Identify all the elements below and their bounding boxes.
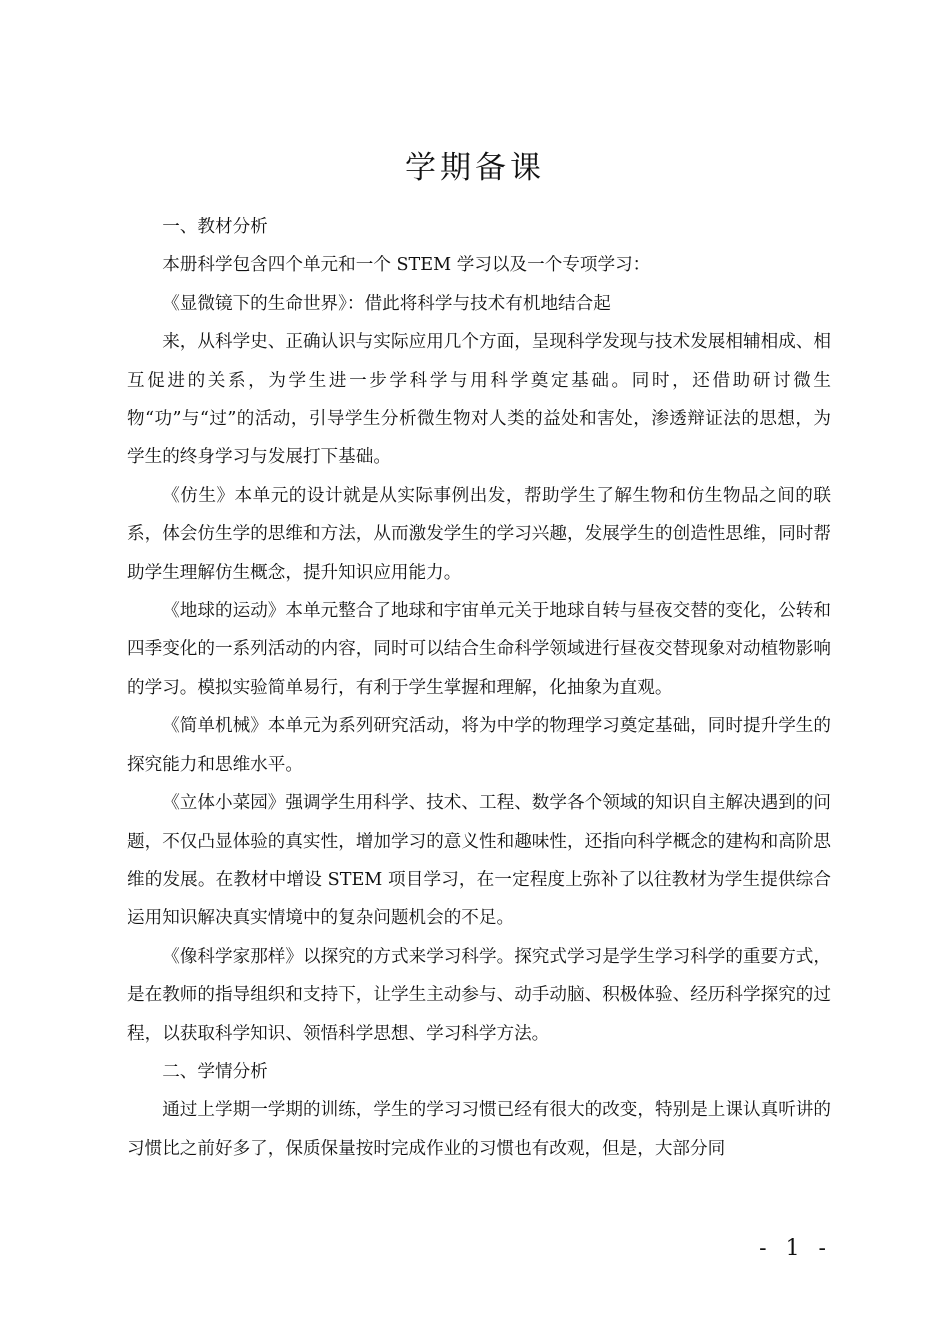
paragraph-microscope-unit-continued: 来，从科学史、正确认识与实际应用几个方面，呈现科学发现与技术发展相辅相成、相互促进的关系，为学生进一步学科学与用科学奠定基础。同时，还借助研讨微生物“功”与“过”的活动，引导学生分析微生物对人类的益处和害处，渗透辩证法的思想，为学生的终身学习与发展打下基础。 (127, 332, 831, 468)
section-heading-student-analysis: 二、学情分析 (162, 1061, 268, 1082)
paragraph-vegetable-garden-stem: 《立体小菜园》强调学生用科学、技术、工程、数学各个领域的知识自主解决遇到的问题，不仅凸显体验的真实性，增加学习的意义性和趣味性，还指向科学概念的建构和高阶思维的发展。在教材中增设 STEM 项目学习，在一定程度上弥补了以往教材为学生提供综合运用知识解决真实情境中的复杂问题机会的不足。 (127, 793, 831, 929)
paragraph-microscope-unit: 《显微镜下的生命世界》：借此将科学与技术有机地结合起 (162, 293, 611, 314)
paragraph-earth-motion-unit: 《地球的运动》本单元整合了地球和宇宙单元关于地球自转与昼夜交替的变化，公转和四季变化的一系列活动的内容，同时可以结合生命科学领域进行昼夜交替现象对动植物影响的学习。模拟实验简单易行，有利于学生掌握和理解，化抽象为直观。 (127, 601, 831, 698)
paragraph-like-scientists: 《像科学家那样》以探究的方式来学习科学。探究式学习是学生学习科学的重要方式，是在教师的指导组织和支持下，让学生主动参与、动手动脑、积极体验、经历科学探究的过程，以获取科学知识、领悟科学思想、学习科学方法。 (127, 946, 831, 1044)
paragraph-intro: 本册科学包含四个单元和一个 STEM 学习以及一个专项学习： (162, 255, 651, 276)
paragraph-student-analysis: 通过上学期一学期的训练，学生的学习习惯已经有很大的改变，特别是上课认真听讲的习惯比之前好多了，保质保量按时完成作业的习惯也有改观，但是，大部分同 (127, 1100, 831, 1159)
paragraph-bionics-unit: 《仿生》本单元的设计就是从实际事例出发，帮助学生了解生物和仿生物品之间的联系，体会仿生学的思维和方法，从而激发学生的学习兴趣，发展学生的创造性思维，同时帮助学生理解仿生概念，提升知识应用能力。 (127, 485, 831, 583)
body-text (127, 208, 831, 1168)
section-heading-textbook-analysis: 一、教材分析 (162, 217, 268, 237)
paragraph-simple-machines-unit: 《简单机械》本单元为系列研究活动，将为中学的物理学习奠定基础，同时提升学生的探究能力和思维水平。 (127, 716, 831, 775)
page-title: 学期备课 (405, 150, 545, 186)
page-number: - 1 - (759, 1236, 832, 1261)
